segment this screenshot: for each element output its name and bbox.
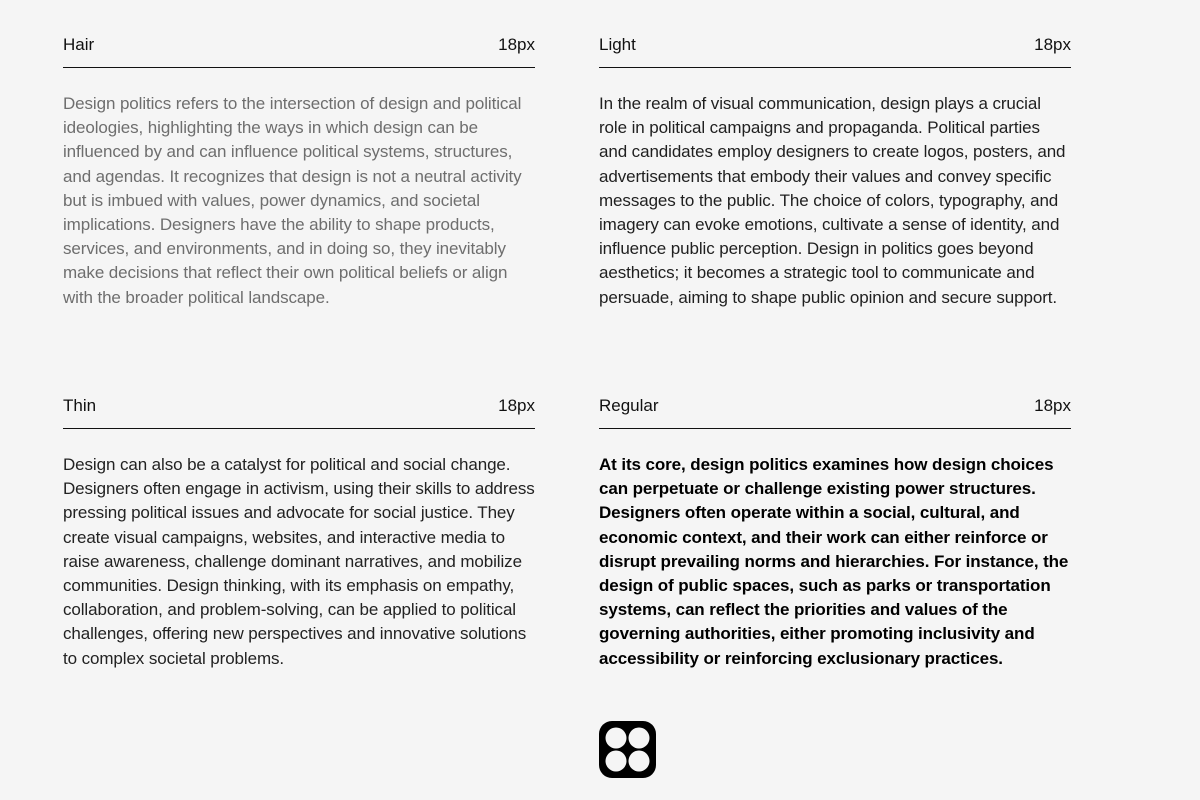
specimen-light (599, 33, 1071, 327)
weight-label: Light (599, 35, 636, 54)
specimen-text: At its core, design politics examines how design choices can perpetuate or challenge existing power structures. Designers often operate within a social, cultural, and economic context, and their work can either reinforce or disrupt prevailing norms and hierarchies. For instance, the design of public spaces, such as parks or transportation systems, can reflect the priorities and values of the governing authorities, either promoting inclusivity and accessibility or reinforcing exclusionary practices. (599, 455, 1069, 668)
specimen-text: Design politics refers to the intersection of design and political ideologies, highlighting the ways in which design can be influenced by and can influence political systems, structures, and agendas. It recognizes that design is not a neutral activity but is imbued with values, power dynamics, and societal implications. Designers have the ability to shape products, services, and environments, and in doing so, they inevitably make decisions that reflect their own political beliefs or align with the broader political landscape. (63, 94, 522, 307)
specimen-header (63, 394, 535, 429)
weight-label: Hair (63, 35, 95, 54)
specimen-regular (599, 394, 1071, 688)
size-label: 18px (498, 35, 535, 54)
weight-label: Thin (63, 396, 97, 415)
weight-label: Regular (599, 396, 659, 415)
specimen-hair (63, 33, 535, 327)
specimen-header (63, 33, 535, 68)
specimen-header (599, 33, 1071, 68)
size-label: 18px (1034, 396, 1071, 415)
specimen-text: In the realm of visual communication, design plays a crucial role in political campaigns and propaganda. Political parties and candidates employ designers to create logos, posters, and advertisements that embody their values and convey specific messages to the public. The choice of colors, typography, and imagery can evoke emotions, cultivate a sense of identity, and influence public perception. Design in politics goes beyond aesthetics; it becomes a strategic tool to communicate and persuade, aiming to shape public opinion and secure support. (599, 94, 1066, 307)
size-label: 18px (1034, 35, 1071, 54)
specimen-header (599, 394, 1071, 429)
specimen-text: Design can also be a catalyst for political and social change. Designers often engage in activism, using their skills to address pressing political issues and advocate for social justice. They create visual campaigns, websites, and interactive media to raise awareness, challenge dominant narratives, and mobilize communities. Design thinking, with its emphasis on empathy, collaboration, and problem-solving, can be applied to political challenges, offering new perspectives and innovative solutions to complex societal problems. (63, 455, 535, 668)
four-dot-logo-icon (599, 721, 656, 778)
specimen-thin (63, 394, 535, 688)
size-label: 18px (498, 396, 535, 415)
